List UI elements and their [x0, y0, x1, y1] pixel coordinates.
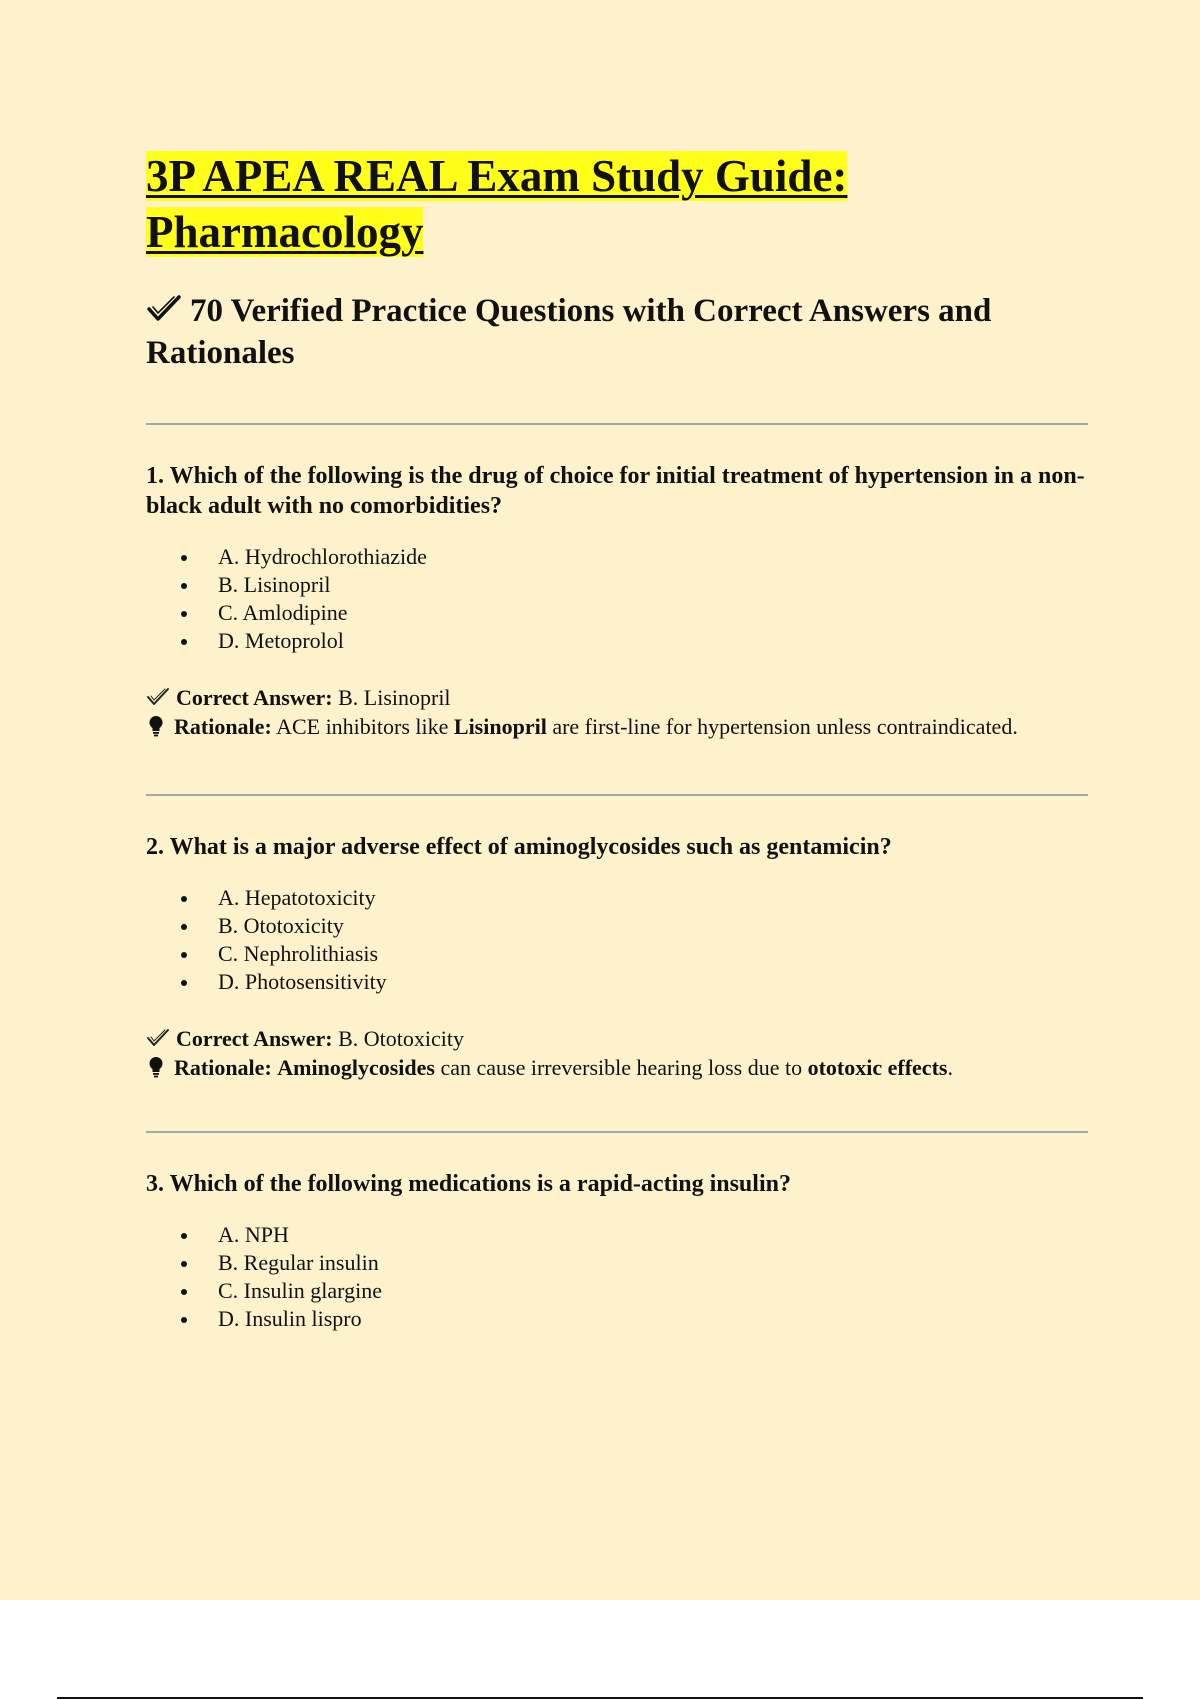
bullet-icon	[181, 1233, 187, 1239]
document-title: 3P APEA REAL Exam Study Guide: Pharmacology	[146, 151, 848, 257]
question-prompt: 3. Which of the following medications is a rapid-acting insulin?	[146, 1171, 791, 1197]
bullet-icon	[181, 611, 187, 617]
page-footer-rule	[57, 1697, 1143, 1699]
question-1	[146, 461, 1088, 741]
bullet-icon	[181, 980, 187, 986]
answer-option: A. NPH	[146, 1221, 1088, 1249]
correct-answer-label: Correct Answer:	[176, 1026, 333, 1051]
answer-options	[146, 543, 1088, 655]
bullet-icon	[181, 896, 187, 902]
answer-option: C. Amlodipine	[146, 599, 1088, 627]
subtitle-text: 70 Verified Practice Questions with Correct Answers and Rationales	[146, 293, 992, 371]
answer-option: C. Insulin glargine	[146, 1277, 1088, 1305]
check-mark-icon	[146, 687, 170, 707]
document-subtitle	[146, 290, 1088, 374]
bullet-icon	[181, 1289, 187, 1295]
rationale: Rationale: Aminoglycosides can cause irreversible hearing loss due to ototoxic effects.	[146, 1054, 1088, 1082]
check-mark-icon	[146, 294, 182, 324]
bullet-icon	[181, 639, 187, 645]
question-2	[146, 832, 1088, 1082]
answer-options	[146, 884, 1088, 996]
answer-option: B. Lisinopril	[146, 571, 1088, 599]
lightbulb-icon	[146, 1056, 166, 1078]
rationale: Rationale: ACE inhibitors like Lisinopril are first-line for hypertension unless contraindicated.	[146, 713, 1088, 741]
bullet-icon	[181, 1317, 187, 1323]
answer-option: D. Metoprolol	[146, 627, 1088, 655]
correct-answer	[146, 1024, 1088, 1054]
answer-option: A. Hepatotoxicity	[146, 884, 1088, 912]
section-divider	[146, 794, 1088, 796]
rationale-label: Rationale:	[174, 714, 272, 739]
question-3	[146, 1169, 1088, 1333]
rationale-label: Rationale:	[174, 1055, 272, 1080]
correct-answer-value: B. Lisinopril	[338, 685, 451, 710]
answer-option: B. Ototoxicity	[146, 912, 1088, 940]
bullet-icon	[181, 555, 187, 561]
document-content	[146, 148, 1088, 1333]
answer-option: D. Insulin lispro	[146, 1305, 1088, 1333]
answer-options	[146, 1221, 1088, 1333]
section-divider	[146, 1131, 1088, 1133]
correct-answer-label: Correct Answer:	[176, 685, 333, 710]
lightbulb-icon	[146, 715, 166, 737]
bullet-icon	[181, 583, 187, 589]
answer-option: A. Hydrochlorothiazide	[146, 543, 1088, 571]
correct-answer-value: B. Ototoxicity	[338, 1026, 464, 1051]
answer-option: C. Nephrolithiasis	[146, 940, 1088, 968]
bullet-icon	[181, 1261, 187, 1267]
correct-answer	[146, 683, 1088, 713]
question-prompt: 2. What is a major adverse effect of aminoglycosides such as gentamicin?	[146, 834, 892, 860]
answer-option: B. Regular insulin	[146, 1249, 1088, 1277]
section-divider	[146, 423, 1088, 425]
check-mark-icon	[146, 1028, 170, 1048]
question-prompt: 1. Which of the following is the drug of choice for initial treatment of hypertension in a non-black adult with no comorbidities?	[146, 463, 1085, 519]
bullet-icon	[181, 924, 187, 930]
bullet-icon	[181, 952, 187, 958]
answer-option: D. Photosensitivity	[146, 968, 1088, 996]
